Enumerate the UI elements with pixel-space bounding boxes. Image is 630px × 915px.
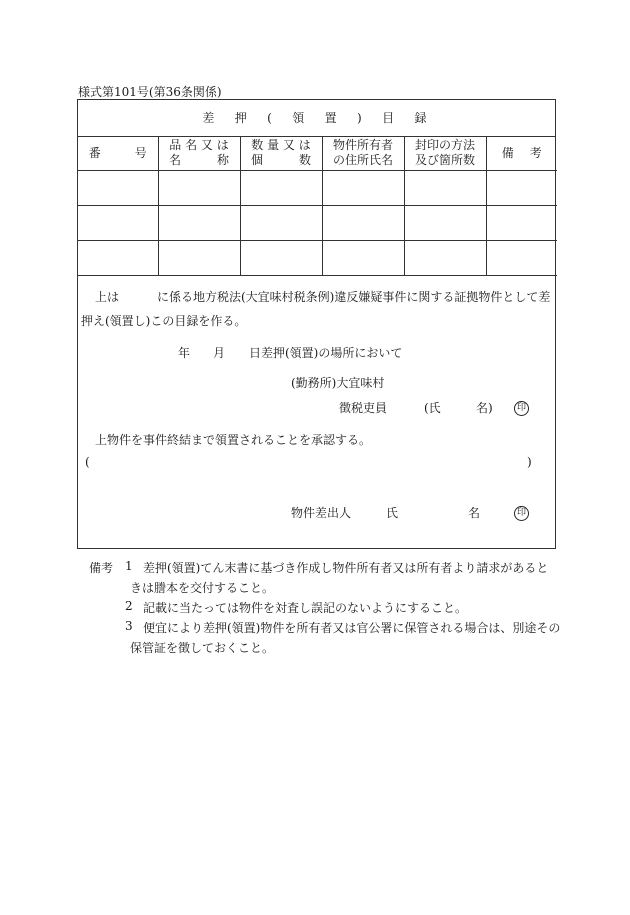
official-label: 徴税吏員 (339, 401, 388, 415)
table-cell[interactable] (404, 206, 486, 241)
inventory-table (78, 136, 557, 276)
note-3-text-cont: 保管証を徴しておくこと。 (130, 641, 275, 655)
official-name-close: 名) (476, 401, 493, 415)
header-owner: 物件所有者 の住所氏名 (322, 136, 404, 171)
body-line-2: 押え(領置し)この目録を作る。 (81, 314, 247, 328)
date-year: 年 (178, 346, 191, 360)
header-remarks: 備 考 (486, 136, 557, 171)
form-number-label: 様式第101号(第36条関係) (78, 85, 222, 99)
body-line-1: に係る地方税法(大宜味村税条例)違反嫌疑事件に関する証拠物件として差 (157, 290, 551, 304)
submitter-shi: 氏 (386, 506, 399, 520)
table-row (78, 171, 557, 206)
header-seal-method: 封印の方法 及び箇所数 (404, 136, 486, 171)
note-1-text: 差押(領置)てん末書に基づき作成し物件所有者又は所有者より請求があると (143, 561, 549, 575)
note-2-text: 記載に当たっては物件を対査し誤記のないようにすること。 (143, 601, 468, 615)
submitter-seal-stamp (514, 504, 529, 521)
official-seal-stamp (514, 399, 529, 416)
table-cell[interactable] (158, 206, 240, 241)
office-text: (勤務所)大宜味村 (291, 376, 385, 390)
table-cell[interactable] (404, 171, 486, 206)
consent-text: 上物件を事件終結まで領置されることを承認する。 (95, 433, 372, 447)
header-quantity: 数 量 又 は 個 数 (240, 136, 322, 171)
form-title: 差 押 ( 領 置 ) 目 録 (78, 100, 555, 137)
official-name-open: (氏 (424, 401, 441, 415)
note-1-text-cont: きは謄本を交付すること。 (130, 581, 275, 595)
table-cell[interactable] (240, 171, 322, 206)
date-month: 月 (213, 346, 226, 360)
submitter-label: 物件差出人 (291, 506, 352, 520)
body-line-1-lead: 上は (95, 290, 120, 304)
table-cell[interactable] (78, 206, 158, 241)
submitter-mei: 名 (468, 506, 481, 520)
seizure-place-text: 日差押(領置)の場所において (249, 346, 403, 360)
header-number: 番 号 (78, 136, 158, 171)
note-2-number: 2 (125, 599, 133, 613)
table-cell[interactable] (78, 241, 158, 276)
table-row (78, 206, 557, 241)
table-cell[interactable] (240, 241, 322, 276)
seal-mark: 印 (514, 401, 529, 416)
table-row (78, 241, 557, 276)
table-cell[interactable] (486, 206, 557, 241)
table-cell[interactable] (78, 171, 158, 206)
seizure-inventory-form (77, 99, 556, 549)
note-3-text: 便宜により差押(領置)物件を所有者又は官公署に保管される場合は、別途その (143, 621, 561, 635)
header-item-name: 品 名 又 は 名 称 (158, 136, 240, 171)
table-cell[interactable] (158, 171, 240, 206)
note-3-number: 3 (125, 619, 133, 633)
table-cell[interactable] (158, 241, 240, 276)
table-cell[interactable] (322, 206, 404, 241)
seal-mark: 印 (514, 506, 529, 521)
table-cell[interactable] (486, 171, 557, 206)
note-1-number: 1 (125, 559, 133, 573)
paren-close: ) (527, 455, 532, 469)
paren-open: ( (85, 455, 90, 469)
notes-heading: 備考 (89, 561, 114, 575)
table-cell[interactable] (404, 241, 486, 276)
table-cell[interactable] (322, 171, 404, 206)
table-cell[interactable] (240, 206, 322, 241)
table-cell[interactable] (486, 241, 557, 276)
table-cell[interactable] (322, 241, 404, 276)
table-header-row (78, 136, 557, 171)
